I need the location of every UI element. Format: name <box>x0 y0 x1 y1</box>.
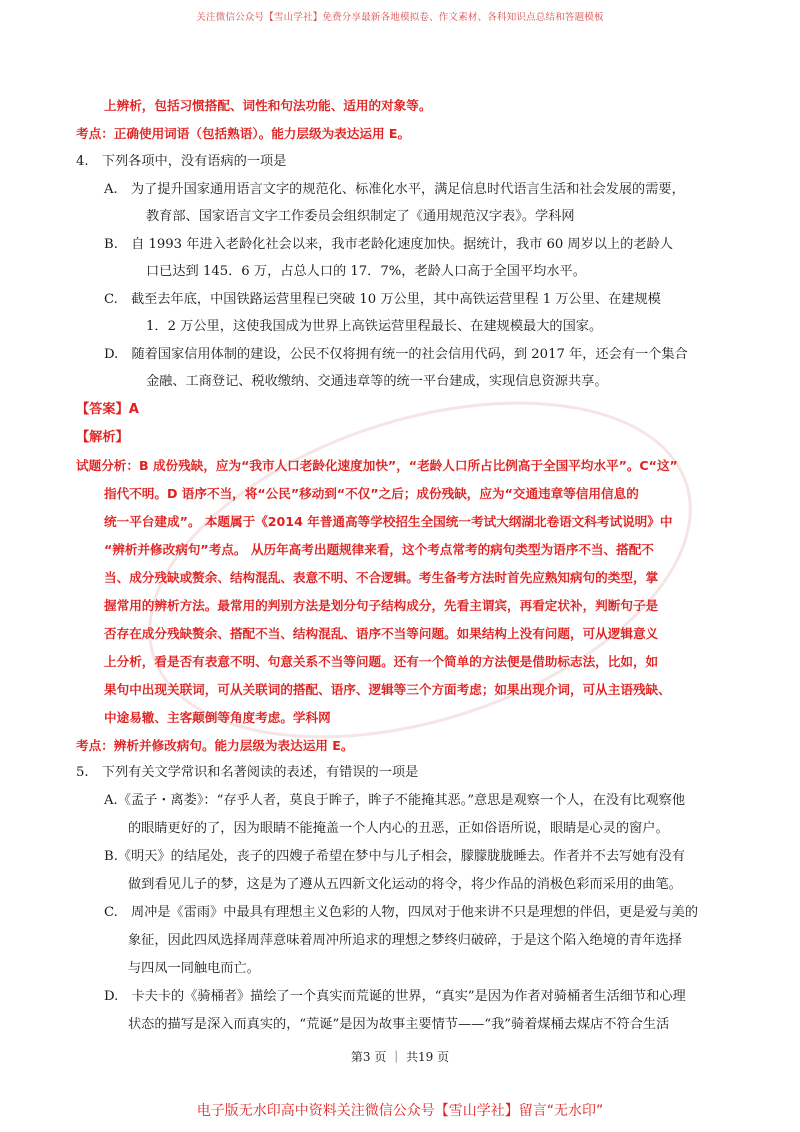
q4-option-b-line2: 口已达到 145．6 万，占总人口的 17．7%，老龄人口高于全国平均水平。 <box>146 264 586 279</box>
footer-note: 电子版无水印高中资料关注微信公众号【雪山学社】留言“无水印” <box>196 1103 604 1119</box>
q5-option-b-line1: B.《明天》的结尾处，丧子的四嫂子希望在梦中与儿子相会，朦朦胧胧睡去。作者并不去写她有没有 <box>104 849 685 864</box>
analysis-line: 上分析，看是否有表意不明、句意关系不当等问题。还有一个简单的方法便是借助标志法，比如，如 <box>104 654 659 669</box>
q4-stem: 4. 下列各项中，没有语病的一项是 <box>76 154 287 169</box>
analysis-line: “辨析并修改病句”考点。 从历年高考出题规律来看，这个考点常考的病句类型为语序不当、搭配不 <box>104 542 654 557</box>
analysis-line: 指代不明。D 语序不当，将“公民”移动到“不仅”之后；成份残缺，应为“交通违章等信用信息的 <box>104 486 639 501</box>
kaodian-line: 考点：辨析并修改病句。能力层级为表达运用 E。 <box>76 738 354 753</box>
analysis-line: 中途易辙、主客颠倒等角度考虑。学科网 <box>104 710 331 725</box>
q5-option-d-line1: D. 卡夫卡的《骑桶者》描绘了一个真实而荒诞的世界，“真实”是因为作者对骑桶者生活细节和心理 <box>104 989 686 1004</box>
q5-option-b-line2: 做到看见儿子的梦，这是为了遵从五四新文化运动的将令，将少作品的消极色彩而采用的曲笔。 <box>128 877 682 892</box>
analysis-line: 否存在成分残缺赘余、搭配不当、结构混乱、语序不当等问题。如果结构上没有问题，可从逻辑意义 <box>104 626 659 641</box>
q4-option-a-line1: A. 为了提升国家通用语言文字的规范化、标准化水平，满足信息时代语言生活和社会发展的需要， <box>104 182 685 197</box>
q4-option-b-line1: B. 自 1993 年进入老龄化社会以来，我市老龄化速度加快。据统计，我市 60 周岁以上的老龄人 <box>104 237 673 252</box>
q5-option-d-line2: 状态的描写是深入而真实的，“荒诞”是因为故事主要情节——“我”骑着煤桶去煤店不符合生活 <box>128 1017 670 1032</box>
q5-option-c-line2: 象征，因此四凤选择周萍意味着周冲所追求的理想之梦终归破碎，于是这个陷入绝境的青年选择 <box>128 933 682 948</box>
page-header: 关注微信公众号【雪山学社】免费分享最新各地模拟卷、作文素材、各科知识点总结和答题模板 <box>196 12 604 23</box>
q4-option-a-line2: 教育部、国家语言文字工作委员会组织制定了《通用规范汉字表》。学科网 <box>146 209 575 224</box>
page-number: 第3 页 ｜ 共19 页 <box>350 1050 450 1064</box>
q4-option-d-line1: D. 随着国家信用体制的建设，公民不仅将拥有统一的社会信用代码，到 2017 年，还会有一个集合 <box>104 347 688 362</box>
prev-analysis-line: 上辨析，包括习惯搭配、词性和句法功能、适用的对象等。 <box>104 98 432 113</box>
analysis-line: 握常用的辨析方法。最常用的判别方法是划分句子结构成分，先看主谓宾，再看定状补，判断句子是 <box>104 598 659 613</box>
q5-option-c-line3: 与四凤一同触电而亡。 <box>128 961 260 976</box>
q5-stem: 5. 下列有关文学常识和名著阅读的表述，有错误的一项是 <box>76 765 419 780</box>
analysis-line: 当、成分残缺或赘余、结构混乱、表意不明、不合逻辑。考生备考方法时首先应熟知病句的类型，掌 <box>104 570 659 585</box>
q4-option-c-line2: 1．2 万公里，这使我国成为世界上高铁运营里程最长、在建规模最大的国家。 <box>146 319 603 334</box>
q4-option-d-line2: 金融、工商登记、税收缴纳、交通违章等的统一平台建成，实现信息资源共享。 <box>146 374 608 389</box>
prev-kaodian-line: 考点：正确使用词语（包括熟语）。能力层级为表达运用 E。 <box>76 126 411 141</box>
q5-option-a-line1: A.《孟子・离娄》：“存乎人者，莫良于眸子，眸子不能掩其恶。”意思是观察一个人，在没有比观察他 <box>104 793 686 808</box>
analysis-line: 统一平台建成”。 本题属于《2014 年普通高等学校招生全国统一考试大纲湖北卷语文科考试说明》中 <box>104 514 673 529</box>
q4-option-c-line1: C. 截至去年底，中国铁路运营里程已突破 10 万公里，其中高铁运营里程 1 万公里、在建规模 <box>104 292 661 307</box>
analysis-line: 试题分析：B 成份残缺，应为“我市人口老龄化速度加快”，“老龄人口所占比例高于全国平均水平”。C“这” <box>76 458 678 473</box>
answer-label: 【答案】A <box>76 402 139 417</box>
q5-option-c-line1: C. 周冲是《雷雨》中最具有理想主义色彩的人物，四凤对于他来讲不只是理想的伴侣，更是爱与美的 <box>104 905 699 920</box>
q5-option-a-line2: 的眼睛更好的了，因为眼睛不能掩盖一个人内心的丑恶，正如俗语所说，眼睛是心灵的窗户。 <box>128 821 669 836</box>
analysis-label: 【解析】 <box>76 430 129 445</box>
analysis-line: 果句中出现关联词，可从关联词的搭配、语序、逻辑等三个方面考虑；如果出现介词，可从主语残缺、 <box>104 682 671 697</box>
